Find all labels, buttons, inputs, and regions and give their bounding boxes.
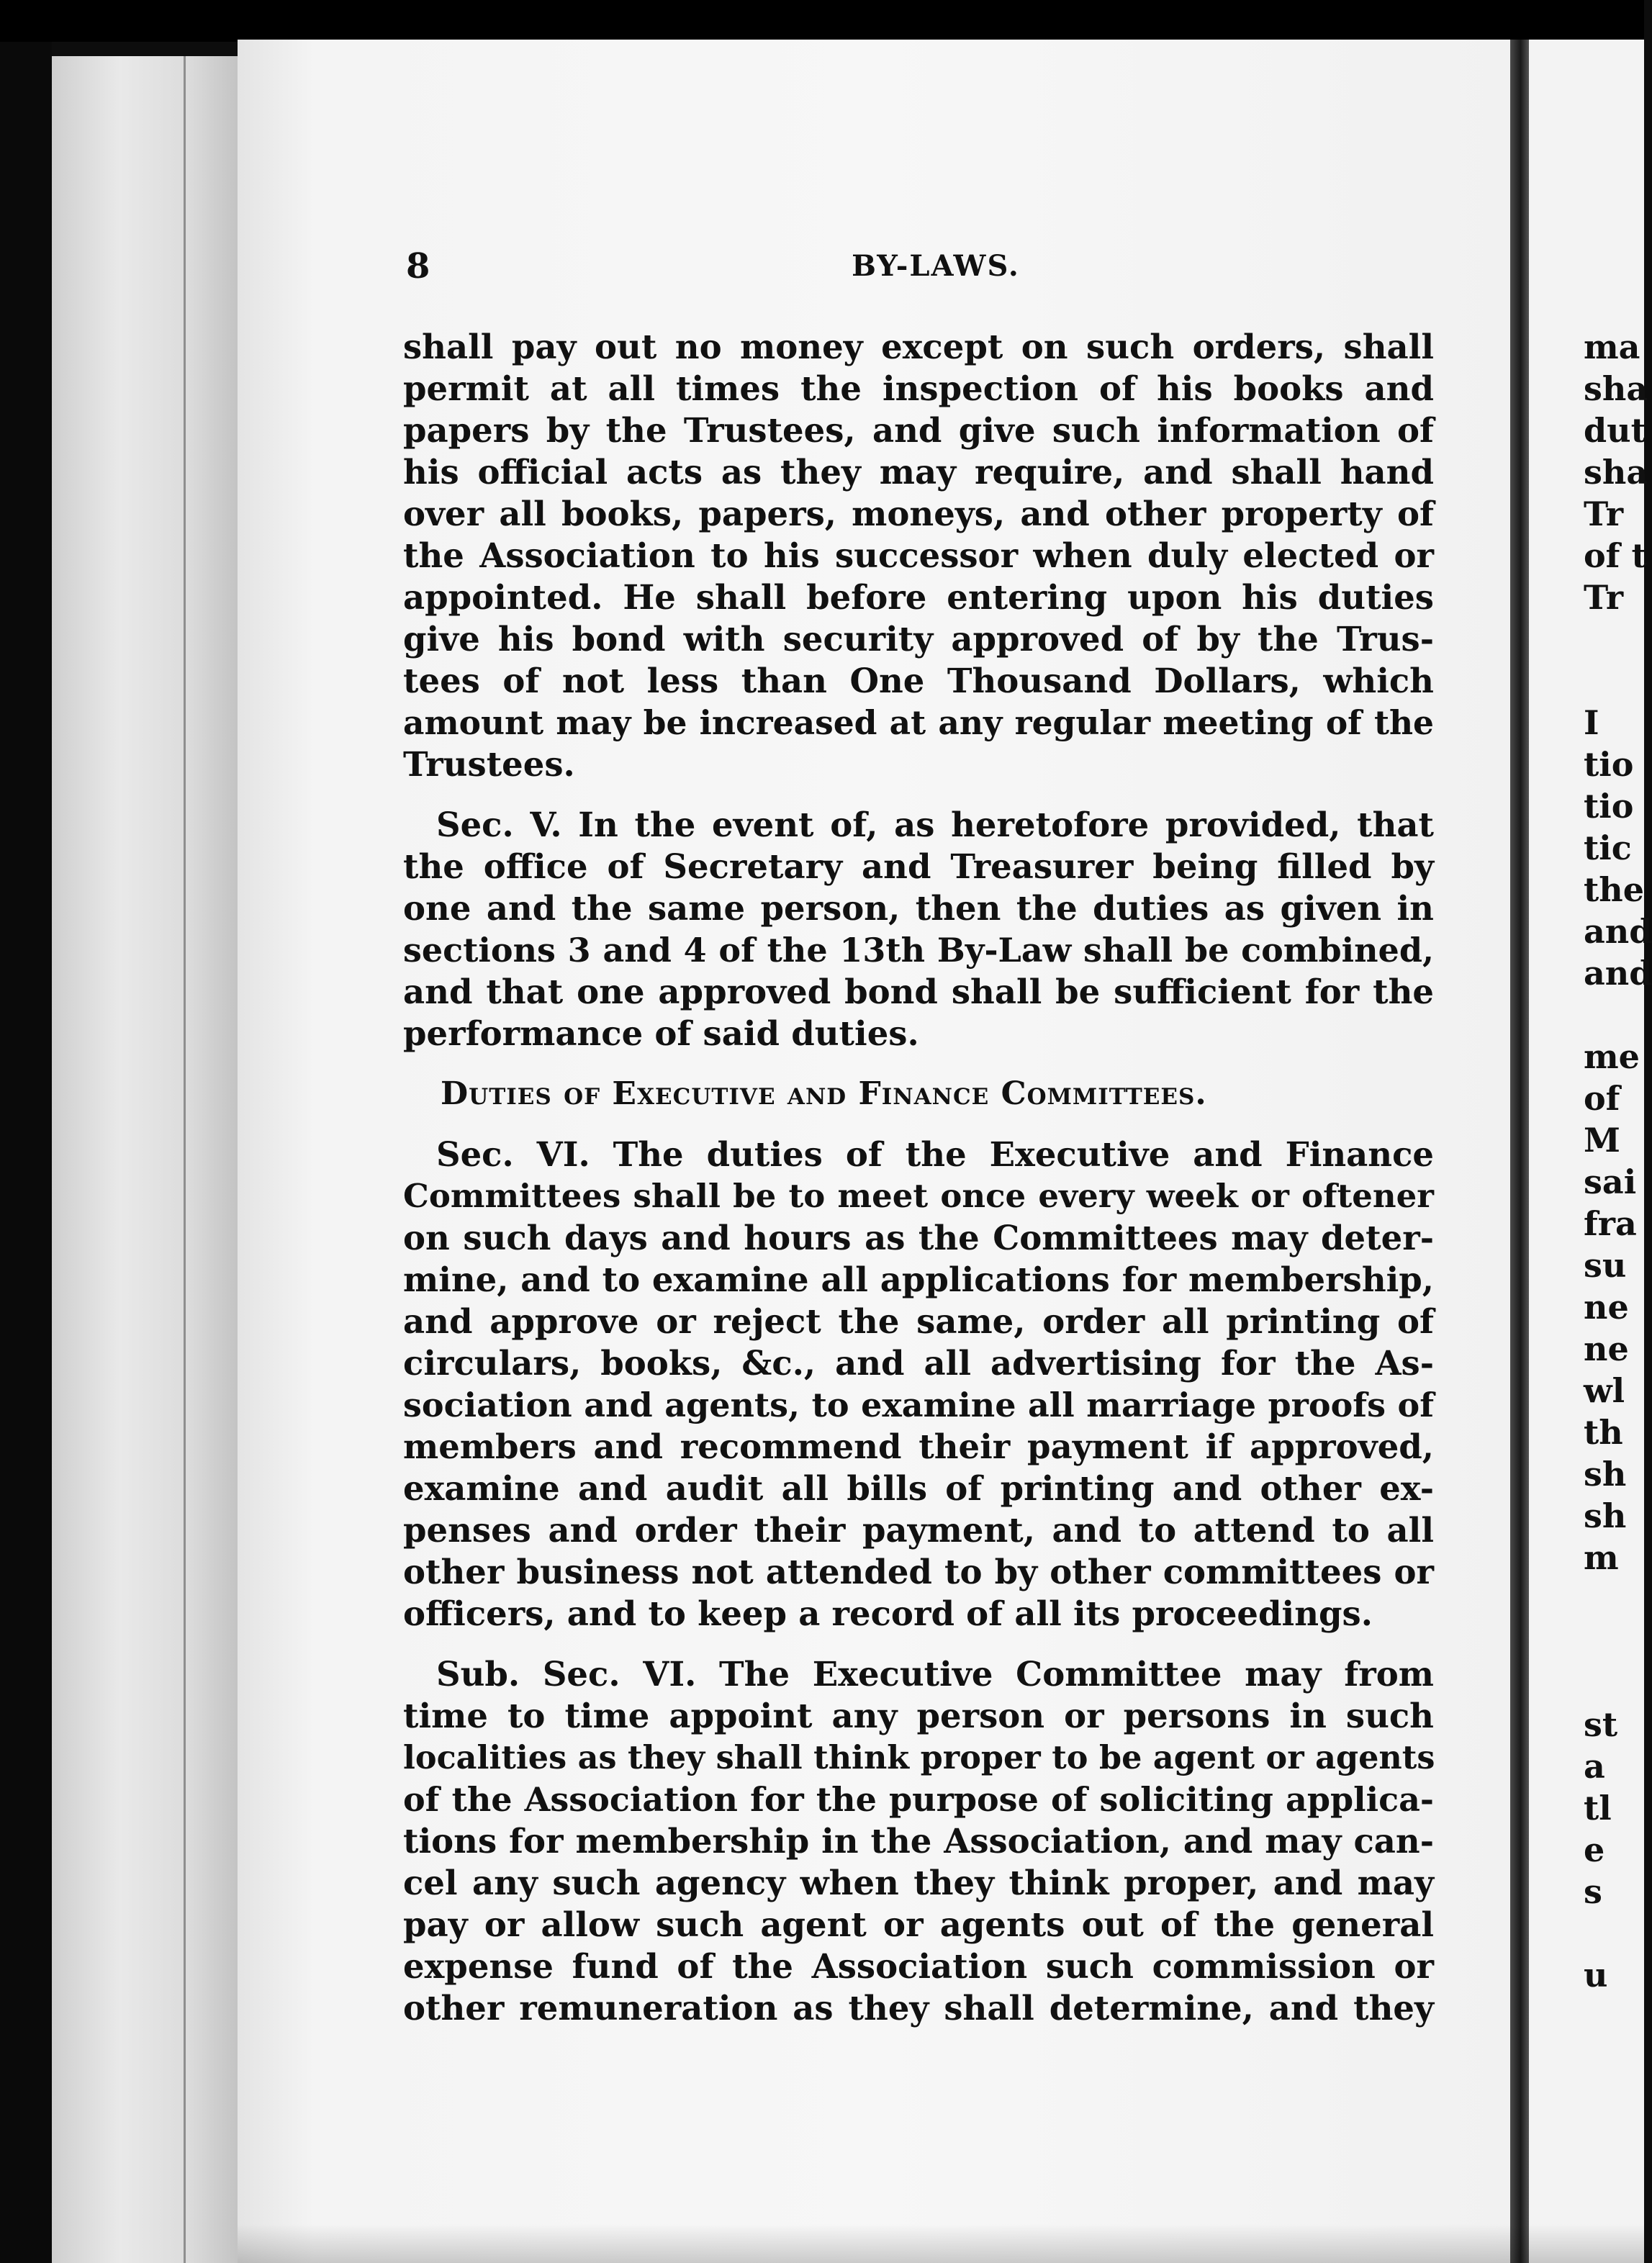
text-line: circulars, books, &c., and all advertising for the As- xyxy=(403,1343,1434,1383)
book-gutter xyxy=(1510,40,1529,2263)
text-line: give his bond with security approved of by the Trus- xyxy=(403,619,1434,659)
page-body xyxy=(403,326,1434,2029)
facing-page-fragment xyxy=(1584,618,1644,660)
page-fold-line xyxy=(184,56,186,2263)
paragraph-treasurer-duties xyxy=(403,326,1434,785)
facing-page-fragment: and xyxy=(1584,912,1652,951)
facing-page-fragment: e xyxy=(1584,1830,1605,1869)
text-line: sections 3 and 4 of the 13th By-Law shall be combined, xyxy=(403,931,1434,970)
text-line: Sub. Sec. VI. The Executive Committee may from xyxy=(436,1654,1434,1694)
section-6 xyxy=(403,1134,1434,1635)
text-line: over all books, papers, moneys, and other property of xyxy=(403,494,1434,533)
section-5 xyxy=(403,804,1434,1054)
facing-page-fragment: fra xyxy=(1584,1204,1637,1243)
facing-page-fragment: th xyxy=(1584,1413,1623,1452)
page-bottom-shadow xyxy=(238,2224,1644,2263)
text-line: papers by the Trustees, and give such information of xyxy=(403,410,1434,450)
text-line: localities as they shall think proper to be agent or agents xyxy=(403,1739,1435,1776)
facing-page-fragment: ma xyxy=(1584,328,1640,366)
facing-page-fragment: and xyxy=(1584,954,1652,993)
text-line: other remuneration as they shall determine, and they xyxy=(403,1988,1434,2028)
facing-page-fragment xyxy=(1584,660,1644,702)
facing-page-fragment: Tr xyxy=(1584,578,1624,617)
text-line: tees of not less than One Thousand Dollars, which xyxy=(403,661,1434,700)
text-line: pay or allow such agent or agents out of the general xyxy=(403,1905,1434,1944)
facing-page-fragment: tio xyxy=(1584,745,1634,784)
text-line: expense fund of the Association such commission or xyxy=(403,1946,1434,1986)
text-line: and that one approved bond shall be sufficient for the xyxy=(403,972,1434,1011)
facing-page-fragment: m xyxy=(1584,1538,1619,1577)
text-line: Sec. V. In the event of, as heretofore provided, that xyxy=(436,805,1434,844)
text-line: and approve or reject the same, order all printing of xyxy=(403,1301,1434,1341)
paragraph-gap xyxy=(403,1115,1434,1134)
facing-page-fragment: Tr xyxy=(1584,494,1624,533)
facing-page-fragment: st xyxy=(1584,1705,1618,1744)
facing-page-fragment: u xyxy=(1584,1956,1608,1995)
facing-page-fragment: a xyxy=(1584,1747,1605,1786)
paragraph-gap xyxy=(403,1635,1434,1653)
facing-page-fragment: ne xyxy=(1584,1288,1629,1327)
facing-page-fragment: ne xyxy=(1584,1329,1629,1368)
paragraph-gap xyxy=(403,785,1434,804)
facing-page-fragment: sh xyxy=(1584,1496,1627,1535)
facing-page-text-fragments xyxy=(1584,326,1652,1996)
scan-top-border xyxy=(0,0,1644,42)
text-line: Trustees. xyxy=(403,744,575,784)
text-line: examine and audit all bills of printing and other ex- xyxy=(403,1468,1434,1508)
text-line: mine, and to examine all applications for membership, xyxy=(403,1260,1434,1299)
sub-section-6 xyxy=(403,1653,1434,2029)
facing-page-fragment xyxy=(1584,994,1644,1036)
text-line: Sec. VI. The duties of the Executive and Finance xyxy=(436,1134,1434,1174)
facing-page-fragment: sh xyxy=(1584,1455,1627,1494)
facing-page-fragment: tl xyxy=(1584,1789,1612,1828)
text-line: the office of Secretary and Treasurer being filled by xyxy=(403,846,1434,886)
facing-page-fragment: me xyxy=(1584,1037,1640,1076)
text-line: appointed. He shall before entering upon his duties xyxy=(403,577,1434,617)
page-number: 8 xyxy=(406,246,430,286)
scan-left-border xyxy=(0,42,52,2263)
text-line: amount may be increased at any regular meeting of the xyxy=(403,703,1434,742)
facing-page-fragment xyxy=(1584,1578,1644,1620)
text-line: officers, and to keep a record of all its proceedings. xyxy=(403,1594,1373,1633)
facing-page-fragment: wl xyxy=(1584,1371,1625,1410)
text-line: other business not attended to by other committees or xyxy=(403,1552,1434,1591)
text-line: Committees shall be to meet once every week or oftener xyxy=(403,1177,1434,1215)
text-line: the Association to his successor when duly elected or xyxy=(403,536,1434,575)
text-line: members and recommend their payment if approved, xyxy=(403,1427,1434,1466)
text-line: sociation and agents, to examine all marriage proofs of xyxy=(403,1386,1434,1424)
facing-page-fragment: M xyxy=(1584,1121,1620,1160)
facing-page-fragment: of xyxy=(1584,1079,1620,1118)
text-line: his official acts as they may require, and shall hand xyxy=(403,452,1434,492)
page-header xyxy=(389,241,1440,292)
facing-page-fragment: sha xyxy=(1584,453,1648,492)
text-line: time to time appoint any person or persons in such xyxy=(403,1696,1434,1735)
facing-page-fragment: the xyxy=(1584,870,1644,909)
text-line: tions for membership in the Association, and may can- xyxy=(403,1821,1434,1861)
facing-page-fragment xyxy=(1584,1620,1644,1662)
paragraph-gap xyxy=(403,1054,1434,1073)
facing-page-fragment: I xyxy=(1584,703,1599,742)
facing-page-fragment: sha xyxy=(1584,369,1648,408)
facing-page-fragment: tio xyxy=(1584,787,1634,826)
facing-page-fragment: s xyxy=(1584,1872,1602,1911)
text-line: one and the same person, then the duties as given in xyxy=(403,888,1434,928)
text-line: of the Association for the purpose of soliciting applica- xyxy=(403,1780,1434,1819)
underlying-page-edge xyxy=(52,56,246,2263)
text-line: on such days and hours as the Committees may deter- xyxy=(403,1218,1434,1257)
facing-page-fragment: sai xyxy=(1584,1162,1637,1201)
text-line: permit at all times the inspection of his books and xyxy=(403,369,1434,408)
text-line: shall pay out no money except on such orders, shall xyxy=(403,327,1434,366)
text-line: cel any such agency when they think proper, and may xyxy=(403,1863,1434,1902)
text-line: performance of said duties. xyxy=(403,1013,919,1053)
facing-page-fragment: of t xyxy=(1584,536,1647,575)
facing-page-fragment: tic xyxy=(1584,828,1632,867)
running-title: BY-LAWS. xyxy=(852,249,1020,283)
text-line: penses and order their payment, and to attend to all xyxy=(403,1510,1434,1550)
facing-page-fragment xyxy=(1584,1662,1644,1704)
facing-page-fragment: dut xyxy=(1584,411,1646,450)
facing-page-fragment: su xyxy=(1584,1246,1627,1285)
section-heading: Duties of Executive and Finance Committees. xyxy=(441,1075,1207,1112)
facing-page-fragment xyxy=(1584,1912,1644,1954)
